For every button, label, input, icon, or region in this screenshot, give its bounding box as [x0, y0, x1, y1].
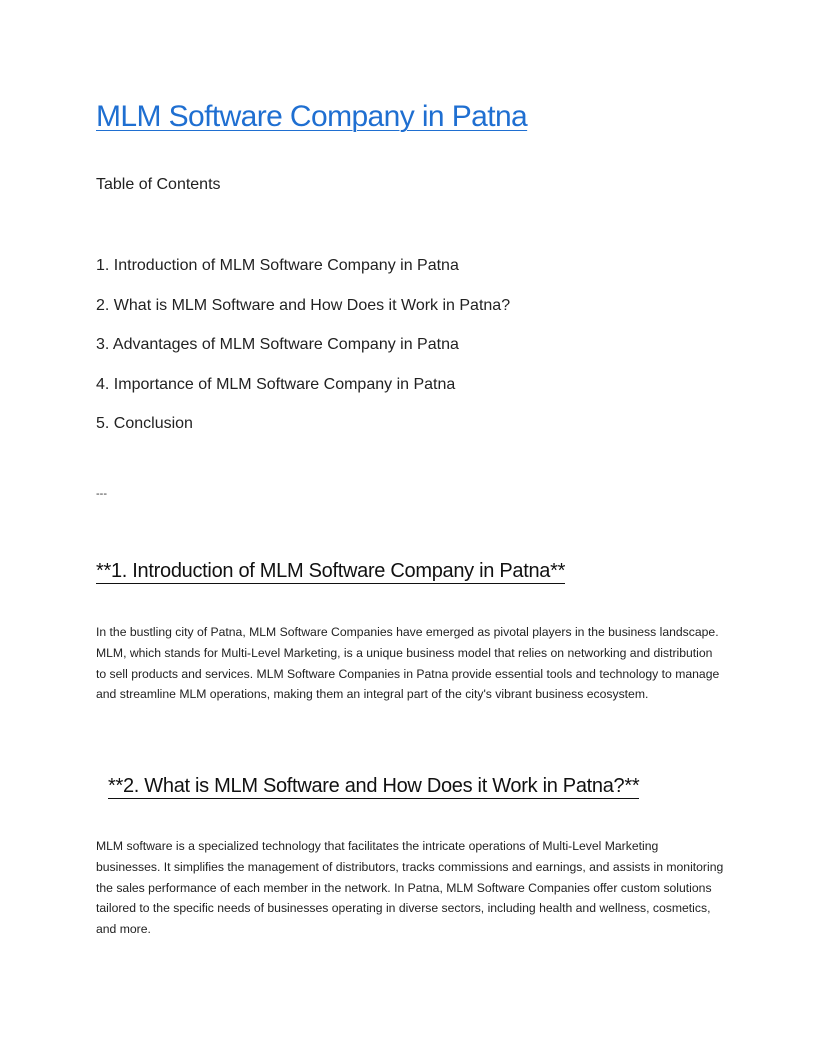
toc-heading: Table of Contents [96, 176, 221, 193]
toc-item-advantages: 3. Advantages of MLM Software Company in Patna [96, 336, 459, 354]
toc-item-importance: 4. Importance of MLM Software Company in Patna [96, 375, 456, 393]
section-heading-what-is-mlm: **2. What is MLM Software and How Does it Work in Patna?** [108, 775, 640, 797]
toc-item-conclusion: 5. Conclusion [96, 415, 193, 433]
document-title-link[interactable]: MLM Software Company in Patna [96, 100, 528, 133]
table-of-contents [96, 256, 510, 454]
section-paragraph-introduction: In the bustling city of Patna, MLM Software Companies have emerged as pivotal players in the business landscape. MLM, which stands for Multi-Level Marketing, is a unique business model that relies on networking and distribution to sell products and services. MLM Software Companies in Patna provide essential tools and technology to manage and streamline MLM operations, making them an integral part of the city's vibrant business ecosystem. [96, 625, 720, 702]
section-separator: --- [96, 488, 107, 500]
toc-item-what-is-mlm: 2. What is MLM Software and How Does it Work in Patna? [96, 296, 511, 314]
section-heading-introduction: **1. Introduction of MLM Software Company in Patna** [96, 560, 566, 582]
toc-item-introduction: 1. Introduction of MLM Software Company in Patna [96, 257, 459, 274]
section-paragraph-what-is-mlm: MLM software is a specialized technology that facilitates the intricate operations of Multi-Level Marketing businesses. It simplifies the management of distributors, tracks commissions and earnings, and assists in monitoring the sales performance of each member in the network. In Patna, MLM Software Companies offer custom solutions tailored to the specific needs of businesses operating in diverse sectors, including health and wellness, cosmetics, and more. [96, 839, 724, 937]
